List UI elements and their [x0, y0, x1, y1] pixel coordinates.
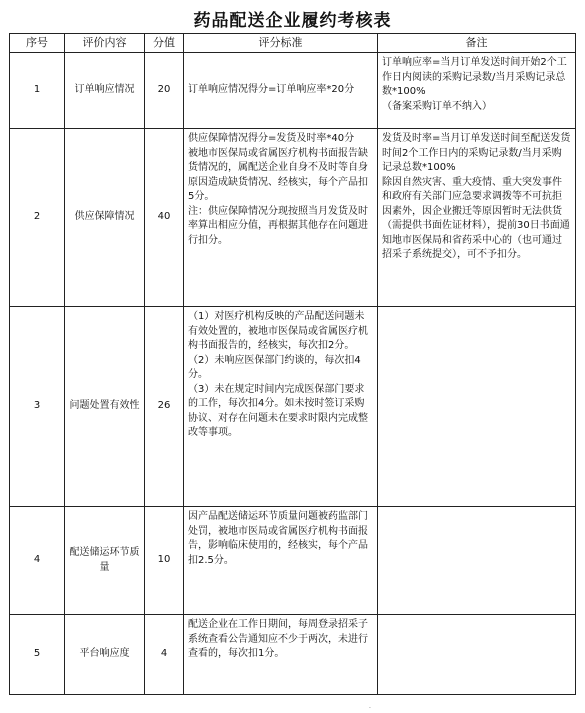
- row-number: 4: [10, 507, 65, 615]
- remark-line: 发货及时率=当月订单发送时间至配送发货时间2个工作日内的采购记录数/当月采购记录总数*100%: [382, 133, 571, 173]
- row-remarks: [378, 129, 576, 307]
- row-item: 平台响应度: [65, 615, 145, 695]
- row-criteria: [184, 307, 378, 507]
- table-row: [10, 307, 576, 507]
- row-score: 40: [145, 129, 184, 307]
- header-row: [10, 34, 576, 53]
- row-remarks: [378, 307, 576, 507]
- row-item: 问题处置有效性: [65, 307, 145, 507]
- row-criteria: [184, 129, 378, 307]
- row-item: 供应保障情况: [65, 129, 145, 307]
- remark-line: 除因自然灾害、重大疫情、重大突发事件和政府有关部门应急要求调拨等不可抗拒因素外，因企业搬迁等原因暂时无法供货（需提供书面佐证材料），提前30日书面通知地市医保局和省药采中心的（也可通过招采子系统提交），可不予扣分。: [382, 176, 570, 260]
- header-item: 评价内容: [65, 34, 145, 53]
- row-remarks: [378, 507, 576, 615]
- remark-line: （备案采购订单不纳入）: [382, 100, 492, 112]
- assessment-table: [9, 33, 576, 695]
- row-item: 配送储运环节质量: [65, 507, 145, 615]
- header-criteria: 评分标准: [184, 34, 378, 53]
- table-row: [10, 615, 576, 695]
- footer-mark: .: [369, 703, 371, 710]
- row-score: 4: [145, 615, 184, 695]
- criteria-line: 被地市医保局或省属医疗机构书面报告缺货情况的，属配送企业自身不及时等自身原因造成缺货情况、经核实，每个产品扣5分。: [188, 147, 368, 202]
- table-row: [10, 507, 576, 615]
- criteria-line: 因产品配送储运环节质量问题被药监部门处罚，被地市医局或省属医疗机构书面报告，影响临床使用的，经核实，每个产品扣2.5分。: [188, 511, 368, 566]
- header-no: 序号: [10, 34, 65, 53]
- criteria-line: 订单响应情况得分=订单响应率*20分: [188, 84, 355, 96]
- row-number: 1: [10, 53, 65, 129]
- row-number: 2: [10, 129, 65, 307]
- criteria-line: （3）未在规定时间内完成医保部门要求的工作，每次扣4分。如未按时签订采购协议、对存在问题未在要求时限内完成整改等事项。: [188, 383, 368, 438]
- criteria-line: 注：供应保障情况分现按照当月发货及时率算出相应分值，再根据其他存在问题进行扣分。: [188, 205, 368, 246]
- row-criteria: [184, 507, 378, 615]
- row-score: 20: [145, 53, 184, 129]
- criteria-line: （1）对医疗机构反映的产品配送问题未有效处置的，被地市医保局或省属医疗机构书面报告的，经核实，每次扣2分。: [188, 311, 368, 351]
- row-criteria: [184, 53, 378, 129]
- table-row: [10, 129, 576, 307]
- row-remarks: [378, 53, 576, 129]
- row-score: 26: [145, 307, 184, 507]
- criteria-line: （2）未响应医保部门约谈的，每次扣4分。: [188, 354, 361, 380]
- criteria-line: 配送企业在工作日期间，每周登录招采子系统查看公告通知应不少于两次，未进行查看的，每次扣1分。: [188, 619, 368, 659]
- row-item: 订单响应情况: [65, 53, 145, 129]
- row-number: 5: [10, 615, 65, 695]
- row-score: 10: [145, 507, 184, 615]
- row-number: 3: [10, 307, 65, 507]
- page-title: 药品配送企业履约考核表: [193, 11, 392, 31]
- header-remarks: 备注: [378, 34, 576, 53]
- row-remarks: [378, 615, 576, 695]
- remark-line: 订单响应率=当月订单发送时间开始2个工作日内阅读的采购记录数/当月采购记录总数*100%: [382, 57, 567, 97]
- table-row: [10, 53, 576, 129]
- criteria-line: 供应保障情况得分=发货及时率*40分: [188, 133, 355, 144]
- header-score: 分值: [145, 34, 184, 53]
- row-criteria: [184, 615, 378, 695]
